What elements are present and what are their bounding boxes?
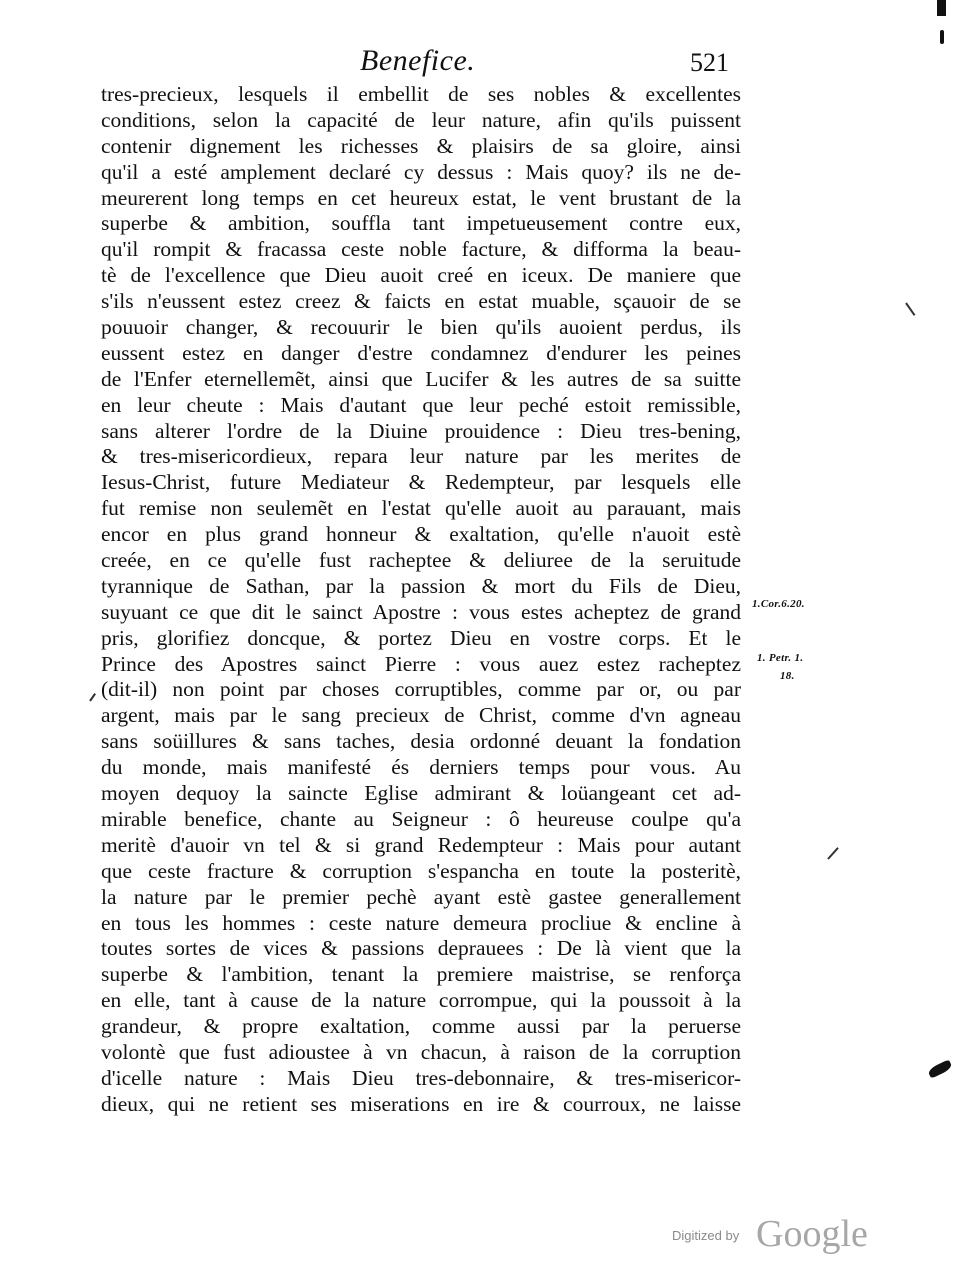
stray-ink-mark [827, 847, 839, 859]
margin-citation: 18. [780, 670, 795, 682]
text-line: superbe & ambition, souffla tant impetueusement contre eux, [101, 211, 741, 236]
text-line: sans soüillures & sans taches, desia ordonné deuant la fondation [101, 729, 741, 754]
google-logo: Google [756, 1213, 868, 1255]
text-line: la nature par le premier pechè ayant estè gastee generallement [101, 884, 741, 909]
text-line: qu'il a esté amplement declaré cy dessus : Mais quoy? ils ne de- [101, 159, 741, 184]
text-line: creée, en ce qu'elle fust racheptee & deliuree de la seruitude [101, 548, 741, 573]
text-line: (dit-il) non point par choses corruptibles, comme par or, ou par [101, 677, 741, 702]
text-line: qu'il rompit & fracassa ceste noble facture, & difforma la beau- [101, 237, 741, 262]
text-line: suyuant ce que dit le sainct Apostre : vous estes acheptez de grand [101, 599, 741, 624]
text-line: en leur cheute : Mais d'autant que leur peché estoit remissible, [101, 392, 741, 417]
margin-citation: 1.Cor.6.20. [752, 598, 805, 610]
ink-blot [927, 1059, 953, 1078]
text-line: Iesus-Christ, future Mediateur & Redempteur, par lesquels elle [101, 470, 741, 495]
text-line: en elle, tant à cause de la nature corrompue, qui la poussoit à la [101, 988, 741, 1013]
text-line: argent, mais par le sang precieux de Christ, comme d'vn agneau [101, 703, 741, 728]
text-line: contenir dignement les richesses & plaisirs de sa gloire, ainsi [101, 133, 741, 158]
text-line: de l'Enfer eternellemẽt, ainsi que Lucifer & les autres de sa suitte [101, 366, 741, 391]
text-line: meurerent long temps en cet heureux estat, le vent brustant de la [101, 185, 741, 210]
text-line: toutes sortes de vices & passions deprauees : De là vient que la [101, 936, 741, 961]
body-text [101, 82, 741, 1118]
text-line: encor en plus grand honneur & exaltation, qu'elle n'auoit estè [101, 522, 741, 547]
text-line: du monde, mais manifesté és derniers temps pour vous. Au [101, 755, 741, 780]
text-line: d'icelle nature : Mais Dieu tres-debonnaire, & tres-misericor- [101, 1065, 741, 1090]
stray-ink-mark [905, 302, 915, 315]
text-line: pris, glorifiez doncque, & portez Dieu en vostre corps. Et le [101, 625, 741, 650]
digitized-by-label: Digitized by [672, 1228, 740, 1243]
text-line: tres-precieux, lesquels il embellit de ses nobles & excellentes [101, 82, 741, 106]
text-line: en tous les hommes : ceste nature demeura procliue & encline à [101, 910, 741, 935]
text-line: Prince des Apostres sainct Pierre : vous auez estez racheptez [101, 651, 741, 676]
text-line: tyrannique de Sathan, par la passion & mort du Fils de Dieu, [101, 573, 741, 598]
text-line: que ceste fracture & corruption s'espancha en toute la posteritè, [101, 858, 741, 883]
text-line: dieux, qui ne retient ses miserations en ire & courroux, ne laisse [101, 1091, 741, 1116]
text-line: & tres-misericordieux, repara leur nature par les merites de [101, 444, 741, 469]
text-line: mirable benefice, chante au Seigneur : ô heureuse coulpe qu'a [101, 806, 741, 831]
text-line: grandeur, & propre exaltation, comme aussi par la peruerse [101, 1014, 741, 1039]
scan-edge-mark [937, 0, 946, 16]
text-line: meritè d'auoir vn tel & si grand Redempteur : Mais pour autant [101, 832, 741, 857]
text-line: moyen dequoy la saincte Eglise admirant & loüangeant cet ad- [101, 781, 741, 806]
text-line: superbe & l'ambition, tenant la premiere maistrise, se renforça [101, 962, 741, 987]
text-line: sans alterer l'ordre de la Diuine prouidence : Dieu tres-bening, [101, 418, 741, 443]
page-title: Benefice. [360, 44, 476, 77]
stray-ink-mark [89, 693, 96, 702]
page-number: 521 [690, 48, 729, 77]
text-line: pouuoir changer, & recouurir le bien qu'ils auoient perdus, ils [101, 315, 741, 340]
text-line: s'ils n'eussent estez creez & faicts en estat muable, sçauoir de se [101, 289, 741, 314]
text-line: tè de l'excellence que Dieu auoit creé en iceux. De maniere que [101, 263, 741, 288]
text-line: eussent estez en danger d'estre condamnez d'endurer les peines [101, 340, 741, 365]
scan-edge-mark [940, 30, 944, 44]
text-line: conditions, selon la capacité de leur nature, afin qu'ils puissent [101, 107, 741, 132]
margin-citation: 1. Petr. 1. [757, 652, 804, 664]
text-line: fut remise non seulemẽt en l'estat qu'elle auoit au parauant, mais [101, 496, 741, 521]
running-head [0, 44, 967, 84]
text-line: volontè que fust adioustee à vn chacun, à raison de la corruption [101, 1039, 741, 1064]
